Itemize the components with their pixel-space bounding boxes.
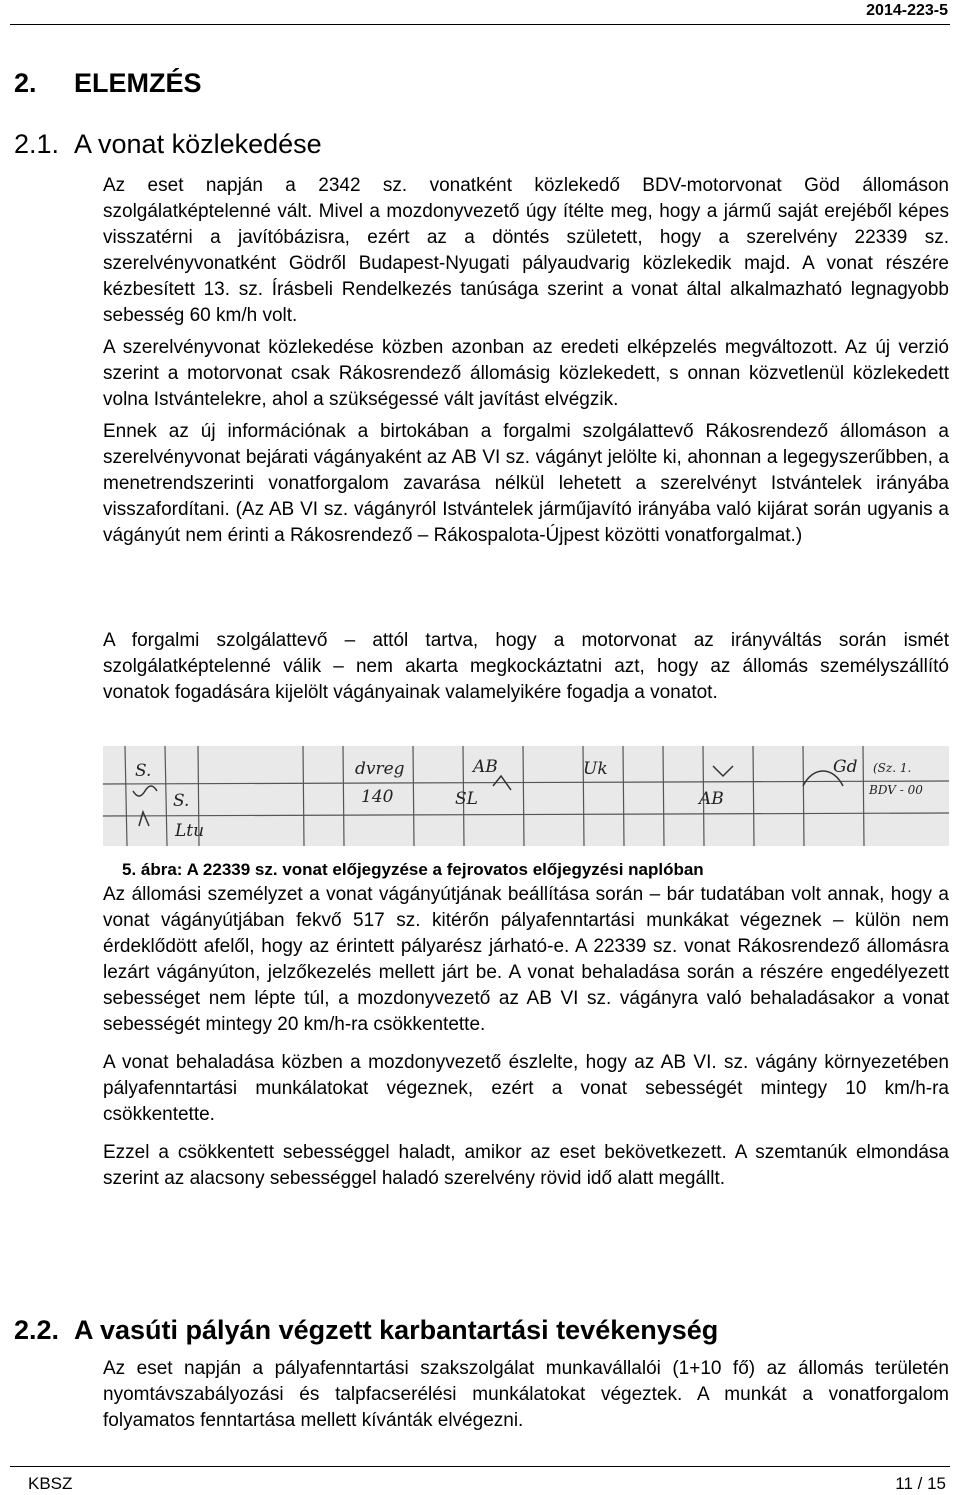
text-block-intro	[103, 173, 949, 549]
handwriting-note: 140	[361, 787, 394, 807]
paragraph: Ezzel a csökkentett sebességgel haladt, amikor az eset bekövetkezett. A szemtanúk elmondása szerint az alacsony sebességgel haladó szerelvény rövid idő alatt megállt.	[103, 1142, 949, 1189]
figure-caption: 5. ábra: A 22339 sz. vonat előjegyzése a fejrovatos előjegyzési naplóban	[122, 860, 704, 879]
section-title: ELEMZÉS	[74, 68, 202, 98]
logbook-scan-image	[103, 746, 949, 846]
handwriting-note: S.	[173, 791, 190, 811]
paragraph: Ennek az új információnak a birtokában a forgalmi szolgálattevő Rákosrendező állomáson a szerelvényvonat bejárati vágányaként az AB VI sz. vágányt jelölte ki, ahonnan a legegyszerűbben, a menetrendszerinti vonatforgalom zavarása nélkül lehetett a szerelvényt Istvántelek irányába visszafordítani. (Az AB VI sz. vágányról Istvántelek járműjavító irányába való kijárat során ugyanis a vágányút nem érinti a Rákosrendező – Rákospalota-Újpest közötti vonatforgalmat.)	[103, 421, 949, 546]
paragraph: A forgalmi szolgálattevő – attól tartva, hogy a motorvonat az irányváltás során ismét szolgálatképtelenné válik – nem akarta megkockáztatni azt, hogy az állomás személyszállító vonatok fogadására kijelölt vágányainak valamelyikére fogadja a vonatot.	[103, 630, 949, 703]
handwriting-note: Ltu	[175, 821, 205, 841]
subsection-title: A vonat közlekedése	[74, 129, 322, 159]
handwriting-note: SL	[455, 789, 478, 809]
footer-rule	[10, 1466, 950, 1467]
paragraph: Az eset napján a pályafenntartási szakszolgálat munkavállalói (1+10 fő) az állomás területén nyomtávszabályozási és talpfacserélési munkálatokat végeztek. A munkát a vonatforgalom folyamatos fenntartása mellett kívánták elvégezni.	[103, 1358, 949, 1431]
page-number: 11 / 15	[895, 1474, 946, 1493]
handwriting-note: AB	[473, 757, 498, 777]
header-rule	[10, 24, 950, 25]
section-heading	[14, 66, 202, 100]
handwriting-note: Uk	[583, 759, 608, 779]
handwriting-note: S.	[135, 761, 152, 781]
subsection-number: 2.1.	[14, 129, 60, 159]
handwriting-note: (Sz. 1.	[873, 761, 912, 775]
footer-organization: KBSZ	[28, 1474, 73, 1493]
handwriting-note: AB	[699, 789, 724, 809]
text-block-station-staff	[103, 882, 949, 1192]
handwriting-note: BDV - 00	[869, 783, 923, 797]
paragraph: A vonat behaladása közben a mozdonyvezető észlelte, hogy az AB VI. sz. vágány környezetében pályafenntartási munkálatokat végeznek, ezért a vonat sebességét mintegy 10 km/h-ra csökkentette.	[103, 1052, 949, 1125]
paragraph: A szerelvényvonat közlekedése közben azonban az eredeti elképzelés megváltozott. Az új verzió szerint a motorvonat csak Rákosrendező állomásig közlekedett, s onnan közvetlenül közlekedett volna Istvántelekre, ahol a szükségessé vált javítást elvégzik.	[103, 337, 949, 410]
paragraph: Az eset napján a 2342 sz. vonatként közlekedő BDV-motorvonat Göd állomáson szolgálatképtelenné vált. Mivel a mozdonyvezető úgy ítélte meg, hogy a jármű saját erejéből képes visszatérni a javítóbázisra, ezért az a döntés született, hogy a szerelvény 22339 sz. szerelvényvonatként Gödről Budapest-Nyugati pályaudvarig közlekedik majd. A vonat részére kézbesített 13. sz. Írásbeli Rendelkezés tanúsága szerint a vonat által alkalmazható legnagyobb sebesség 60 km/h volt.	[103, 175, 949, 326]
handwriting-note: Gd	[833, 757, 858, 777]
document-id: 2014-223-5	[866, 2, 948, 19]
subsection-heading	[14, 127, 322, 161]
subsection-number: 2.2.	[14, 1315, 60, 1345]
subsection-heading	[14, 1313, 718, 1347]
handwriting-note: dvreg	[355, 759, 405, 779]
text-block-dispatcher	[103, 628, 949, 706]
subsection-title: A vasúti pályán végzett karbantartási tevékenység	[74, 1315, 719, 1345]
text-block-maintenance	[103, 1356, 949, 1434]
paragraph: Az állomási személyzet a vonat vágányútjának beállítása során – bár tudatában volt annak, hogy a vonat vágányútjában fekvő 517 sz. kitérőn pályafenntartási munkákat végeznek – külön nem érdeklődött afelől, hogy az érintett pályarész járható-e. A 22339 sz. vonat Rákosrendező állomásra lezárt vágányúton, jelzőkezelés mellett járt be. A vonat behaladása során a részére engedélyezett sebességet nem lépte túl, a mozdonyvezető az AB VI sz. vágányra való behaladásakor a vonat sebességét mintegy 20 km/h-ra csökkentette.	[103, 884, 949, 1035]
section-number: 2.	[14, 68, 37, 98]
logbook-scan-drawing	[103, 746, 949, 846]
